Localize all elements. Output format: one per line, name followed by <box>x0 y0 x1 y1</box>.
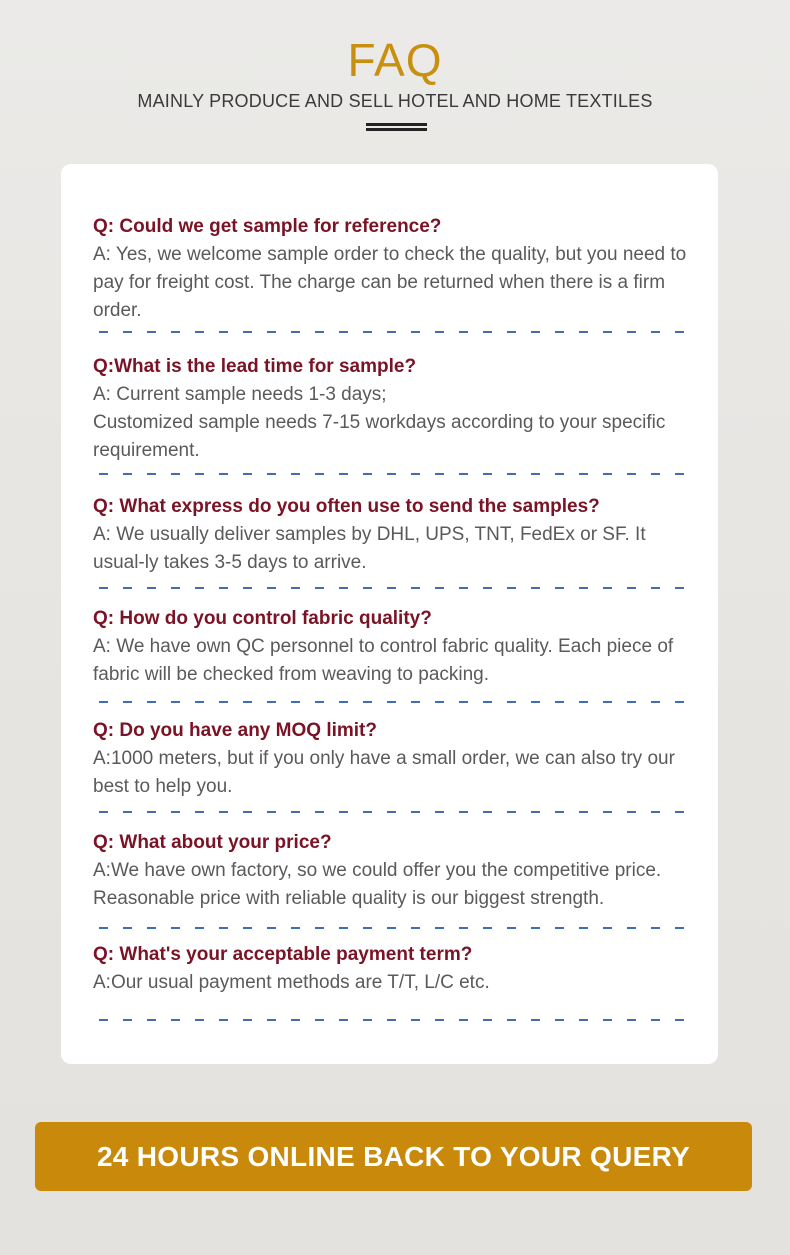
faq-divider <box>99 1019 689 1021</box>
faq-answer-line: Customized sample needs 7-15 workdays according to your specific requirement. <box>93 412 666 461</box>
page-subtitle: MAINLY PRODUCE AND SELL HOTEL AND HOME TEXTILES <box>137 91 653 111</box>
faq-item-sample <box>93 213 693 325</box>
faq-answer <box>93 241 693 325</box>
faq-divider <box>99 927 689 929</box>
faq-answer <box>93 381 693 465</box>
faq-question: Q:What is the lead time for sample? <box>93 356 417 377</box>
faq-answer-line: Reasonable price with reliable quality is our biggest strength. <box>93 888 605 909</box>
faq-answer <box>93 521 693 577</box>
faq-answer-line: A:1000 meters, but if you only have a small order, we can also try our best to help you. <box>93 748 675 797</box>
faq-answer-line: A: We usually deliver samples by DHL, UPS, TNT, FedEx or SF. It usual-ly takes 3-5 days to arrive. <box>93 524 646 573</box>
faq-answer-line: A: Current sample needs 1-3 days; <box>93 384 387 405</box>
faq-question: Q: Do you have any MOQ limit? <box>93 720 377 741</box>
faq-item-express <box>93 493 693 577</box>
title-underline <box>366 123 427 131</box>
faq-question: Q: What's your acceptable payment term? <box>93 944 473 965</box>
faq-item-price <box>93 829 693 913</box>
faq-item-quality <box>93 605 693 689</box>
page-title: FAQ <box>347 34 443 86</box>
faq-answer-line: A:Our usual payment methods are T/T, L/C etc. <box>93 972 490 993</box>
faq-answer <box>93 633 693 689</box>
faq-question: Q: What about your price? <box>93 832 332 853</box>
faq-divider <box>99 473 689 475</box>
faq-answer-line: A:We have own factory, so we could offer you the competitive price. <box>93 860 662 881</box>
faq-answer-line: A: We have own QC personnel to control fabric quality. Each piece of fabric will be checked from weaving to packing. <box>93 636 674 685</box>
faq-divider <box>99 701 689 703</box>
faq-card <box>61 164 718 1064</box>
online-query-button[interactable]: 24 HOURS ONLINE BACK TO YOUR QUERY <box>35 1122 752 1191</box>
faq-divider <box>99 811 689 813</box>
faq-item-lead-time <box>93 353 693 465</box>
faq-answer <box>93 857 693 913</box>
faq-item-payment <box>93 941 693 997</box>
faq-divider <box>99 331 689 333</box>
faq-answer <box>93 745 693 801</box>
faq-item-moq <box>93 717 693 801</box>
faq-question: Q: Could we get sample for reference? <box>93 216 442 237</box>
faq-question: Q: What express do you often use to send the samples? <box>93 496 600 517</box>
faq-question: Q: How do you control fabric quality? <box>93 608 432 629</box>
faq-answer-line: A: Yes, we welcome sample order to check the quality, but you need to pay for freight cost. The charge can be returned when there is a firm order. <box>93 244 687 321</box>
faq-answer <box>93 969 693 997</box>
faq-divider <box>99 587 689 589</box>
